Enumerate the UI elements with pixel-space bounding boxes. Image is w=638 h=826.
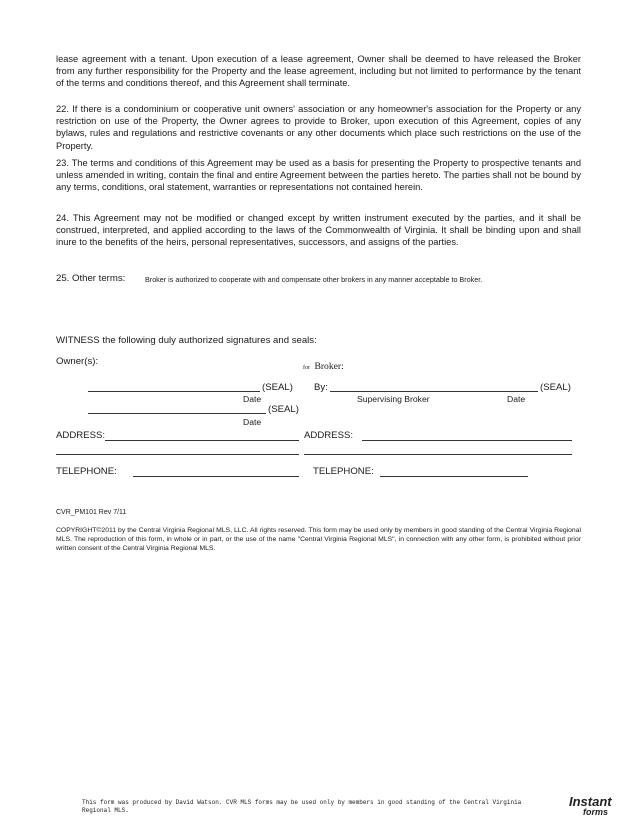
owner-telephone-label: TELEPHONE: xyxy=(56,466,117,477)
broker-signature-line[interactable] xyxy=(330,391,538,392)
footer-notice: This form was produced by David Watson. CVR MLS forms may be used only by members in good standing of the Central Virginia Regional MLS. xyxy=(82,799,522,814)
other-terms-label: 25. Other terms: xyxy=(56,273,126,284)
broker-date: Date xyxy=(507,394,526,404)
copyright-notice: COPYRIGHT©2011 by the Central Virginia Regional MLS, LLC. All rights reserved. This form may be used only by members in good standing of the Central Virginia Regional MLS. The reproduction of this form, in whole or in part, or the use of the name "Central Virginia Regional MLS", in connection with any other form, is prohibited without prior written consent of the Central Virginia Regional MLS. xyxy=(56,527,581,553)
owner-address-label: ADDRESS: xyxy=(56,430,106,441)
owner-address-line-1[interactable] xyxy=(105,440,299,441)
broker-telephone-line[interactable] xyxy=(380,476,528,477)
broker-address-line-2[interactable] xyxy=(304,454,572,455)
owner-signature-line-1[interactable] xyxy=(88,391,260,392)
owner-telephone-line[interactable] xyxy=(133,476,299,477)
supervising-broker-label: Supervising Broker xyxy=(357,394,430,404)
for-broker-label xyxy=(303,356,344,374)
broker-telephone-label: TELEPHONE: xyxy=(313,466,374,477)
owner-date-1: Date xyxy=(243,394,262,404)
owner-date-2: Date xyxy=(243,417,262,427)
paragraph-24: 24. This Agreement may not be modified or changed except by written instrument executed by the parties, and it shall be construed, interpreted, and applied according to the laws of the Commonwealth of Virginia. It shall be binding upon and shall inure to the benefits of the heirs, personal representatives, successors, and assigns of the parties. xyxy=(56,213,581,248)
owners-label: Owner(s): xyxy=(56,356,99,367)
broker-seal: (SEAL) xyxy=(540,382,571,393)
for-prefix: for xyxy=(303,365,310,371)
owner-seal-2: (SEAL) xyxy=(268,404,299,415)
form-id: CVR_PM101 Rev 7/11 xyxy=(56,509,127,516)
owner-address-line-2[interactable] xyxy=(56,454,299,455)
other-terms-value: Broker is authorized to cooperate with and compensate other brokers in any manner acceptable to Broker. xyxy=(145,275,483,284)
paragraph-23: 23. The terms and conditions of this Agreement may be used as a basis for presenting the Property to prospective tenants and unless amended in writing, contain the final and entire Agreement between the parties hereto. The parties shall not be bound by any terms, conditions, oral statement, warranties or representations not contained herein. xyxy=(56,158,581,193)
logo-text-top: Instant xyxy=(569,794,612,809)
witness-heading: WITNESS the following duly authorized signatures and seals: xyxy=(56,335,317,346)
owner-signature-line-2[interactable] xyxy=(88,413,266,414)
instant-forms-logo xyxy=(569,794,612,817)
paragraph-21-continued: lease agreement with a tenant. Upon execution of a lease agreement, Owner shall be deemed to have released the Broker from any further responsibility for the Property and the lease agreement, including but not limited to performance by the tenant of the terms and conditions thereof, and this Agreement shall terminate. xyxy=(56,54,581,89)
broker-address-label: ADDRESS: xyxy=(304,430,354,441)
owner-seal-1: (SEAL) xyxy=(262,382,293,393)
broker-label: Broker: xyxy=(314,361,344,372)
logo-text-bottom: forms xyxy=(583,807,609,817)
paragraph-22: 22. If there is a condominium or cooperative unit owners' association or any homeowner's association for the Property or any restriction on use of the Property, the Owner agrees to provide to Broker, upon execution of this Agreement, copies of any bylaws, rules and regulations and restrictive covenants or any other documents which place such restrictions on the use of the Property. xyxy=(56,104,581,151)
broker-address-line-1[interactable] xyxy=(362,440,572,441)
by-label: By: xyxy=(314,382,328,393)
